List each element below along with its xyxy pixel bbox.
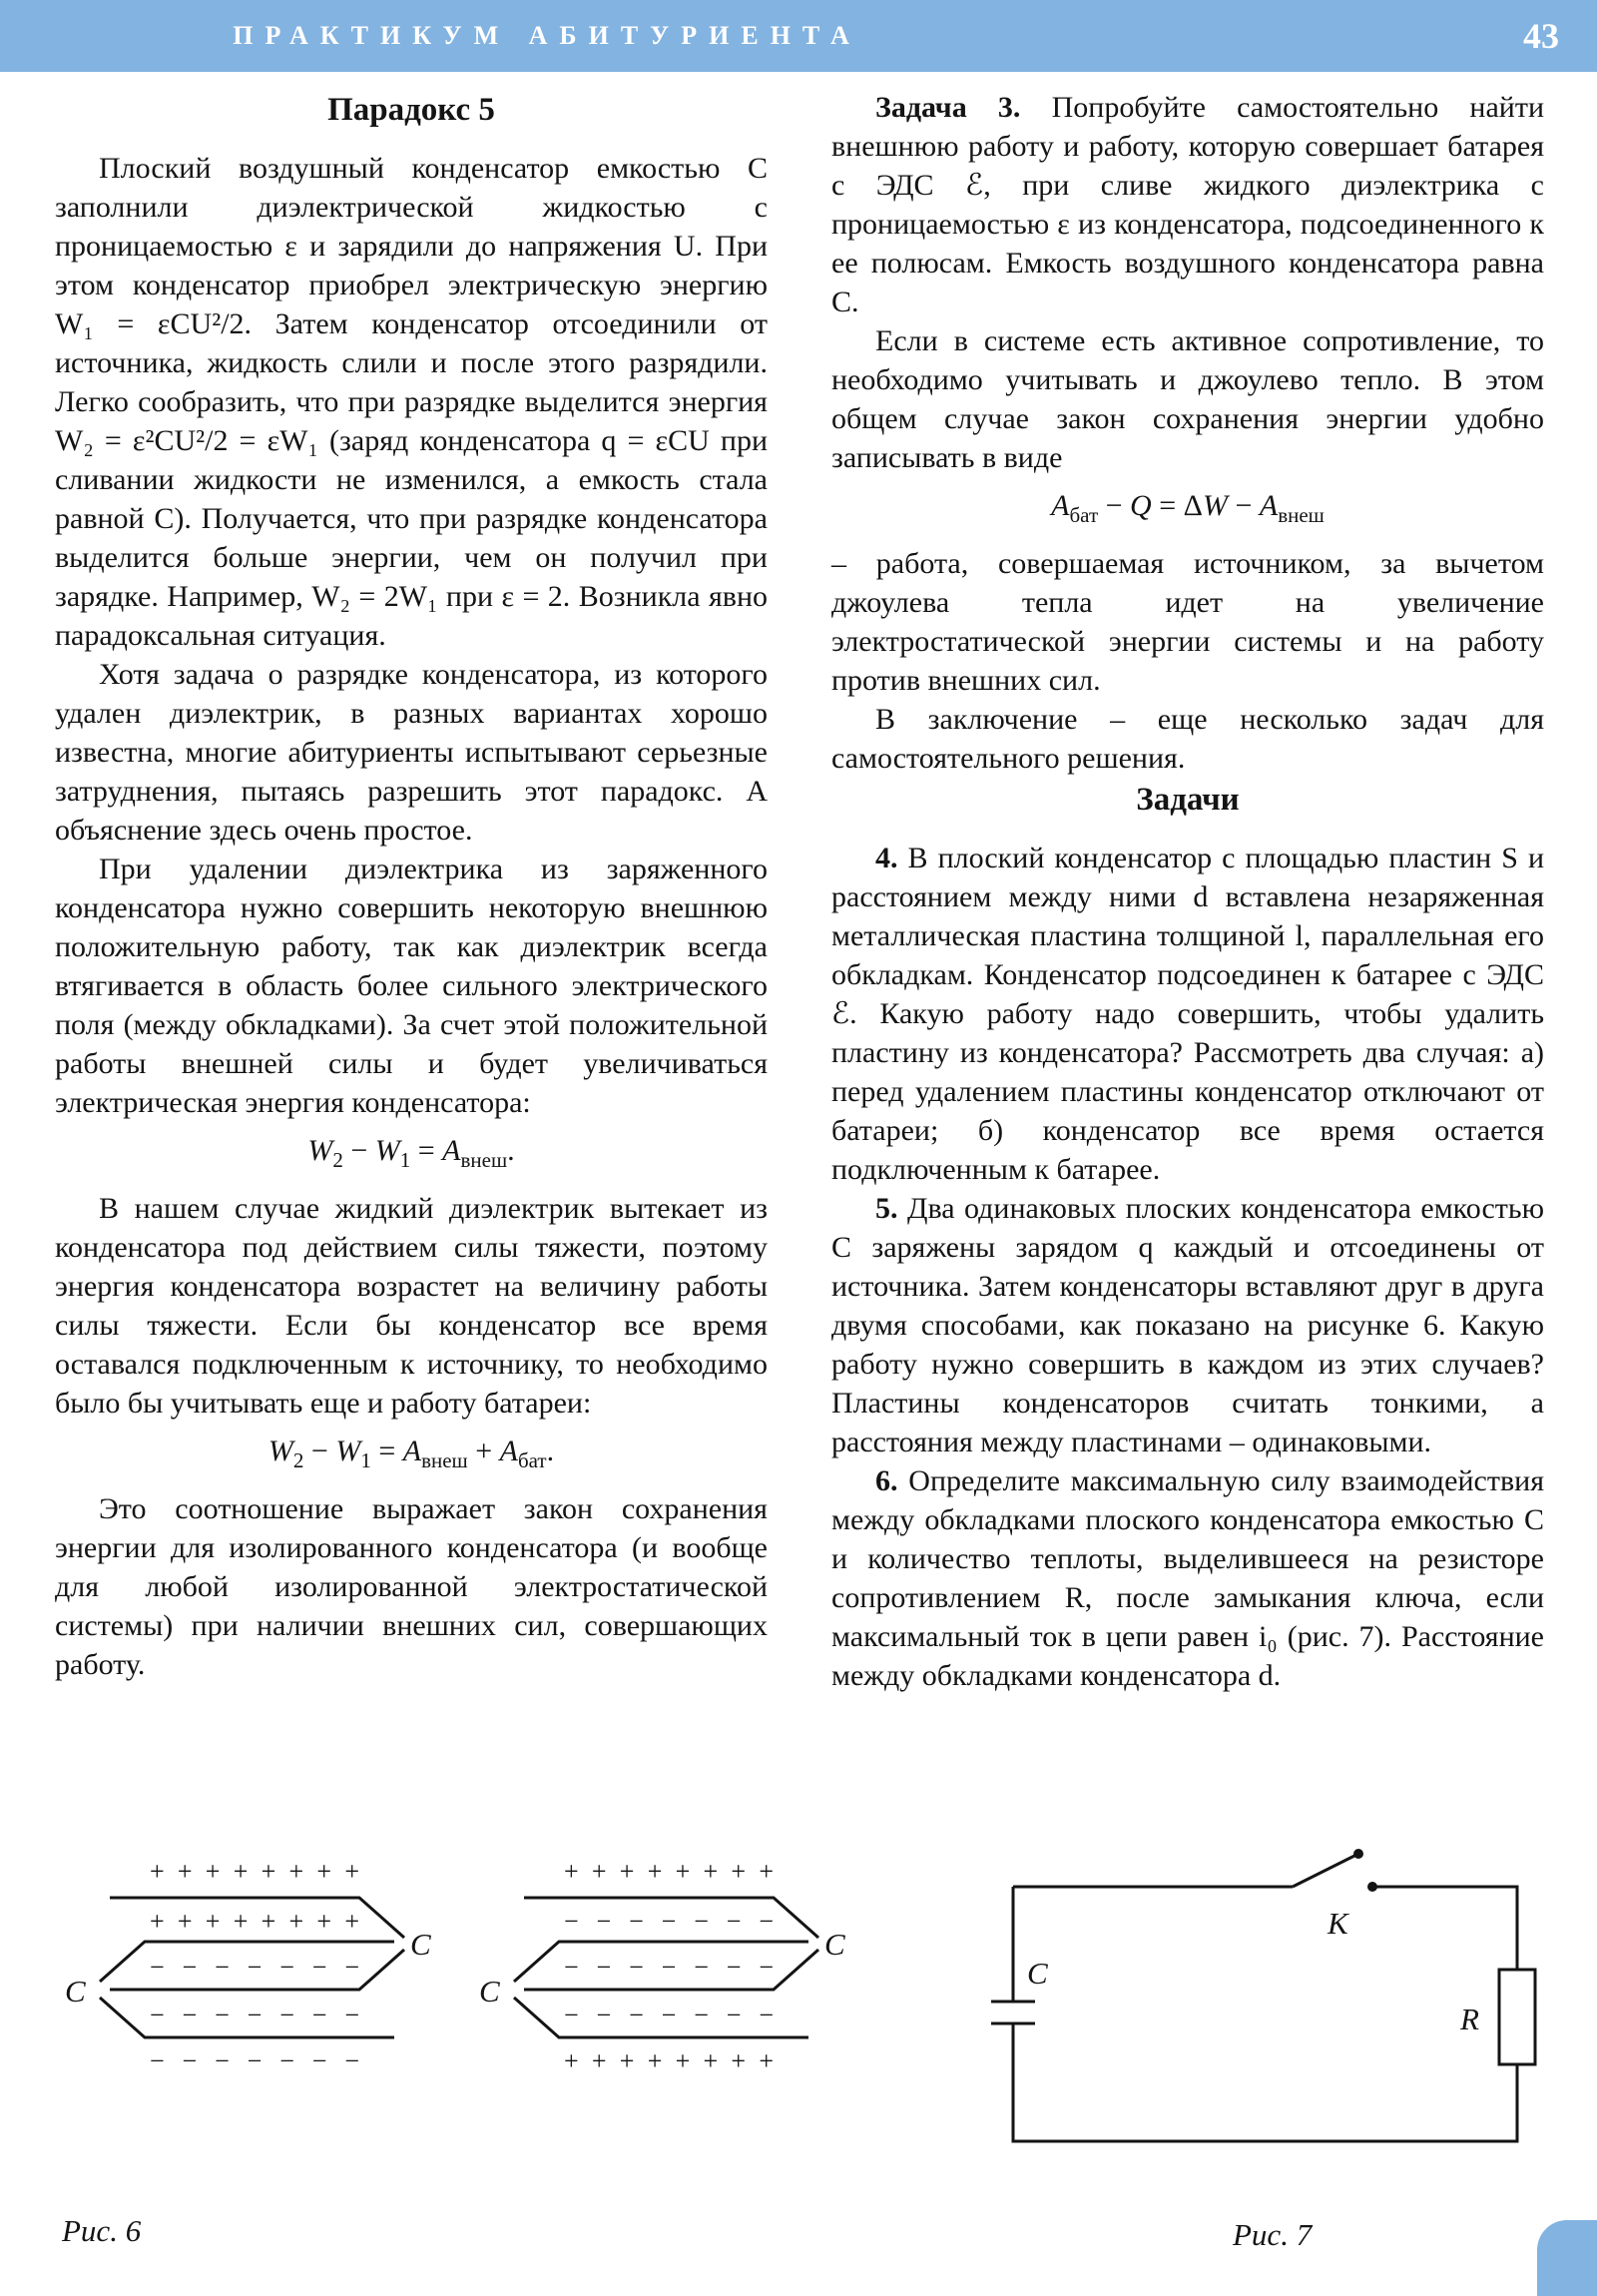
task3-lead: Задача 3.: [875, 91, 1021, 124]
charge-signs: [150, 1857, 359, 2075]
paragraph: Если в системе есть активное сопротивление, то необходимо учитывать и джоулево тепло. В этом общем случае закон сохранения энергии удобно записывать в виде: [831, 324, 1544, 474]
paragraph: Это соотношение выражает закон сохранения энергии для изолированного конденсатора (и вообще для любой изолированной электростатической системы) при наличии внешних сил, совершающих работу.: [55, 1492, 768, 1681]
plus-row: + + + + + + + +: [564, 1857, 774, 1886]
left-column: [55, 88, 768, 1695]
capacitor-c-label: C: [410, 1927, 431, 1962]
figure-6-capacitors-diagram-b: [469, 1850, 868, 2089]
charge-signs: [564, 1857, 774, 2075]
formula-energy-external-work: $W_2 - W_1 = A_{внеш}$.: [307, 1134, 515, 1172]
paragraph: При удалении диэлектрика из заряженного конденсатора нужно совершить некоторую внешнюю положительную работу, так как диэлектрик всегда втягивается в область более сильного электрического поля (между обкладками). За счет этой положительной работы внешней силы и будет увеличиваться электрическая энергия конденсатора:: [55, 853, 768, 1119]
contact-dot: [1353, 1849, 1363, 1859]
problem-4-number: 4.: [875, 842, 898, 874]
paragraph: В нашем случае жидкий диэлектрик вытекает из конденсатора под действием силы тяжести, поэтому энергия конденсатора возрастет на величину работы силы тяжести. Если бы конденсатор все время оставался подключенным к источнику, то необходимо было бы учитывать еще и работу батареи:: [55, 1192, 768, 1420]
switch-k-label: K: [1328, 1906, 1348, 1941]
switch-blade: [1293, 1856, 1354, 1887]
resistor-r-label: R: [1460, 2002, 1479, 2036]
figures-row: [0, 1842, 1597, 2296]
tasks-heading: Задачи: [1136, 782, 1240, 818]
right-column: [831, 88, 1544, 1695]
plus-row: + + + + + + + +: [150, 1857, 359, 1886]
problem-4: [831, 839, 1544, 1189]
minus-row: − − − − − − −: [564, 1953, 774, 1982]
minus-row: − − − − − − −: [150, 2001, 359, 2029]
problem-5-text: Два одинаковых плоских конденсатора емкостью C заряжены зарядом q каждый и отсоединены от источника. Затем конденсаторы вставляют друг в друга двумя способами, как показано на рисунке 6. Какую работу нужно совершить в каждом из этих случаев? Пластины конденсаторов считать тонкими, а расстояния между пластинами – одинаковыми.: [831, 1192, 1544, 1458]
figure-6-caption: Рис. 6: [62, 2213, 142, 2248]
plus-row: + + + + + + + +: [564, 2046, 774, 2075]
minus-row: − − − − − − −: [564, 2001, 774, 2029]
paragraph: Плоский воздушный конденсатор емкостью C заполнили диэлектрической жидкостью с проницаемостью ε и зарядили до напряжения U. При этом конденсатор приобрел электрическую энергию W₁ = εCU²/2. Затем конденсатор отсоединили от источника, жидкость слили и после этого разрядили. Легко сообразить, что при разрядке выделится энергия W₂ = ε²CU²/2 = εW₁ (заряд конденсатора q = εCU при сливании жидкости не изменился, а емкость стала равной C). Получается, что при разрядке конденсатора выделится больше энергии, чем он получил при зарядке. Например, W₂ = 2W₁ при ε = 2. Возникла явно парадоксальная ситуация.: [55, 152, 768, 652]
minus-row: − − − − − − −: [564, 1907, 774, 1936]
paragraph: – работа, совершаемая источником, за вычетом джоулева тепла идет на увеличение электростатической энергии системы и на работу против внешних сил.: [831, 547, 1544, 697]
capacitor-c-label: C: [1027, 1956, 1048, 1991]
wire: [1013, 2023, 1517, 2141]
contact-dot: [1367, 1882, 1377, 1892]
two-column-content: [55, 88, 1544, 1695]
capacitor-c-label: C: [824, 1927, 845, 1962]
problem-4-text: В плоский конденсатор с площадью пластин S и расстоянием между ними d вставлена незаряженная металлическая пластина толщиной l, параллельная его обкладкам. Конденсатор подсоединен к батарее с ЭДС ℰ. Какую работу надо совершить, чтобы удалить пластину из конденсатора? Рассмотреть два случая: а) перед удалением пластины конденсатор отключают от батареи; б) конденсатор все время остается подключенным к батарее.: [831, 842, 1545, 1186]
wire: [1372, 1887, 1517, 1970]
formula-energy-external-battery: $W_2 - W_1 = A_{внеш} + A_{бат}$.: [267, 1435, 555, 1472]
problem-6-text: Определите максимальную силу взаимодействия между обкладками плоского конденсатора емкостью C и количество теплоты, выделившееся на резисторе сопротивлением R, после замыкания ключа, если максимальный ток в цепи равен i₀ (рис. 7). Расстояние между обкладками конденсатора d.: [831, 1464, 1544, 1692]
paradox-heading: Парадокс 5: [327, 92, 495, 128]
formula-energy-conservation: $A_{бат} - Q = \Delta W - A_{внеш}$: [1051, 489, 1325, 527]
capacitor-c-label: C: [479, 1974, 500, 2009]
paragraph: В заключение – еще несколько задач для самостоятельного решения.: [831, 703, 1544, 775]
plus-row: + + + + + + + +: [150, 1907, 359, 1936]
minus-row: − − − − − − −: [150, 1953, 359, 1982]
figure-7-caption: Рис. 7: [1233, 2217, 1313, 2252]
problem-6: [831, 1461, 1544, 1695]
section-title: ПРАКТИКУМ АБИТУРИЕНТА: [233, 21, 861, 50]
task3-paragraph: [831, 88, 1544, 321]
corner-decoration: [1537, 2220, 1597, 2296]
figure-6-capacitors-diagram-a: [55, 1850, 454, 2089]
minus-row: − − − − − − −: [150, 2046, 359, 2075]
page-number: 43: [1523, 16, 1559, 56]
paragraph: Хотя задача о разрядке конденсатора, из которого удален диэлектрик, в разных вариантах хорошо известна, многие абитуриенты испытывают серьезные затруднения, пытаясь разрешить этот парадокс. А объяснение здесь очень простое.: [55, 658, 768, 847]
circuit-wires: [991, 1856, 1535, 2141]
problem-6-number: 6.: [875, 1464, 898, 1497]
task3-text: Попробуйте самостоятельно найти внешнюю работу и работу, которую совершает батарея с ЭДС ℰ, при сливе жидкого диэлектрика с проницаемостью ε из конденсатора, подсоединенного к ее полюсам. Емкость воздушного конденсатора равна C.: [831, 91, 1545, 318]
problem-5: [831, 1189, 1544, 1461]
page-header-band: [0, 0, 1597, 72]
problem-5-number: 5.: [875, 1192, 898, 1225]
figure-7-circuit: [983, 1842, 1552, 2176]
resistor-box: [1499, 1970, 1535, 2064]
capacitor-c-label: C: [65, 1974, 86, 2009]
